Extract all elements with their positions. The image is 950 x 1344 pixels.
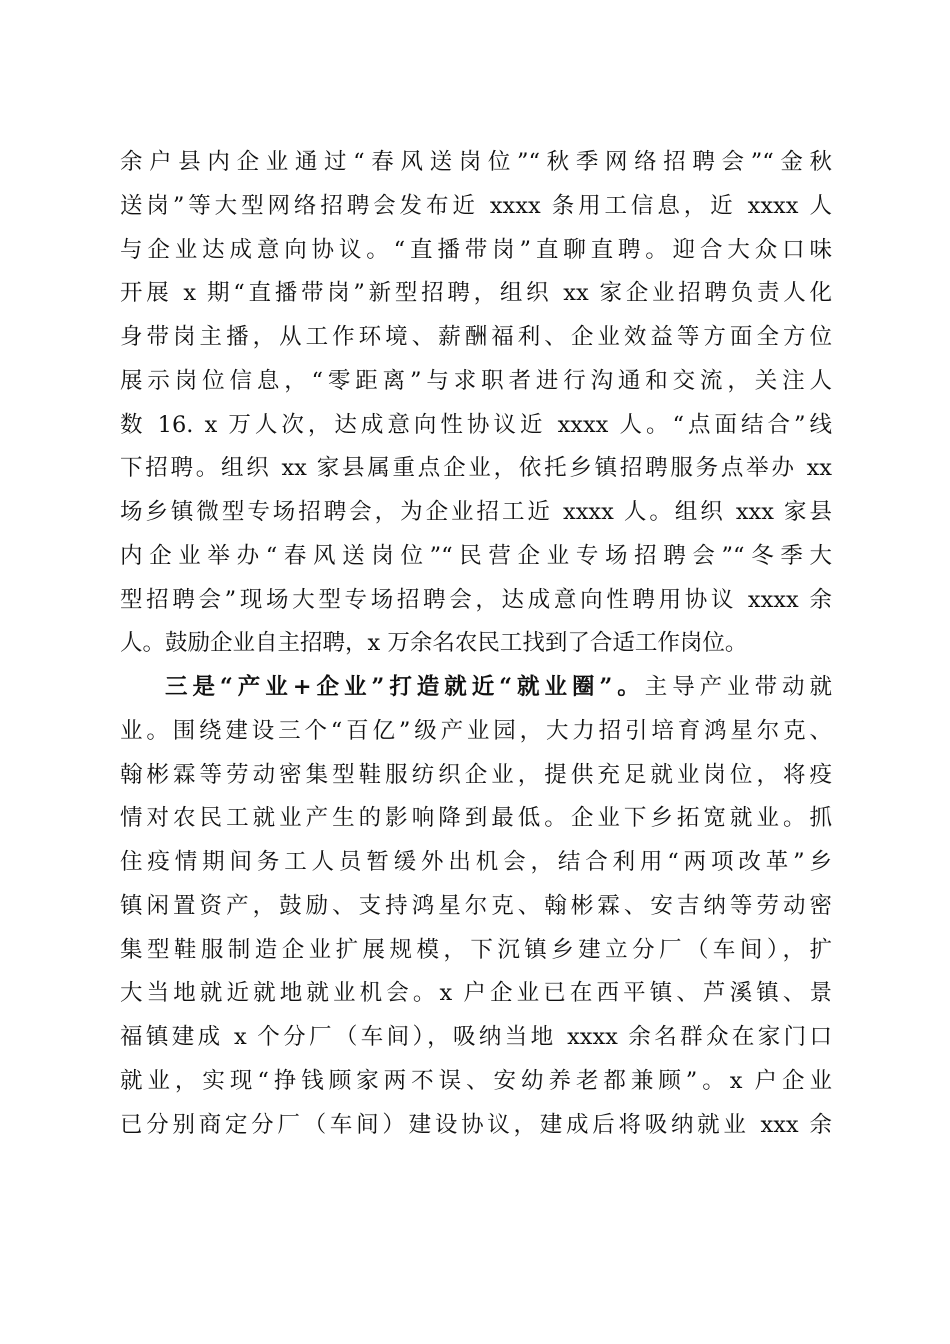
- text-line: 场乡镇微型专场招聘会，为企业招工近 xxxx 人。组织 xxx 家县: [120, 499, 832, 525]
- text-line: 内企业举办“春风送岗位”“民营企业专场招聘会”“冬季大: [120, 542, 832, 569]
- text-line: 送岗”等大型网络招聘会发布近 xxxx 条用工信息，近 xxxx 人: [120, 192, 832, 219]
- text-line: 集型鞋服制造企业扩展规模，下沉镇乡建立分厂（车间），扩: [120, 936, 832, 963]
- text-line: 福镇建成 x 个分厂（车间），吸纳当地 xxxx 余名群众在家门口: [120, 1024, 832, 1050]
- paragraph-heading-line: [120, 666, 832, 710]
- paragraph-heading: 三是“产业+企业”打造就近“就业圈”。: [165, 674, 645, 700]
- text-line: 数 16. x 万人次，达成意向性协议近 xxxx 人。“点面结合”线: [120, 411, 832, 438]
- paragraph-heading-rest: 主导产业带动就: [644, 674, 832, 700]
- text-line: 人。鼓励企业自主招聘，x 万余名农民工找到了合适工作岗位。: [120, 630, 748, 657]
- text-line: 大当地就近就地就业机会。x 户企业已在西平镇、芦溪镇、景: [120, 980, 832, 1007]
- text-line: 与企业达成意向协议。“直播带岗”直聊直聘。迎合大众口味: [120, 236, 832, 263]
- body-text: [120, 141, 832, 1147]
- text-line: 翰彬霖等劳动密集型鞋服纺织企业，提供充足就业岗位，将疫: [120, 761, 832, 788]
- text-line: 开展 x 期“直播带岗”新型招聘，组织 xx 家企业招聘负责人化: [120, 280, 832, 307]
- text-line: 下招聘。组织 xx 家县属重点企业，依托乡镇招聘服务点举办 xx: [120, 455, 832, 482]
- text-line: 就业，实现“挣钱顾家两不误、安幼养老都兼顾”。x 户企业: [120, 1067, 832, 1094]
- text-line: 型招聘会”现场大型专场招聘会，达成意向性聘用协议 xxxx 余: [120, 586, 832, 613]
- text-line: 身带岗主播，从工作环境、薪酬福利、企业效益等方面全方位: [120, 324, 832, 350]
- text-line: 已分别商定分厂（车间）建设协议，建成后将吸纳就业 xxx 余: [120, 1111, 832, 1138]
- text-line: 展示岗位信息，“零距离”与求职者进行沟通和交流，关注人: [120, 367, 832, 394]
- text-line: 业。围绕建设三个“百亿”级产业园，大力招引培育鸿星尔克、: [120, 717, 832, 744]
- text-line: 情对农民工就业产生的影响降到最低。企业下乡拓宽就业。抓: [120, 805, 832, 832]
- text-line: 余户县内企业通过“春风送岗位”“秋季网络招聘会”“金秋: [120, 149, 832, 175]
- text-line: 镇闲置资产，鼓励、支持鸿星尔克、翰彬霖、安吉纳等劳动密: [120, 892, 832, 919]
- text-line: 住疫情期间务工人员暂缓外出机会，结合利用“两项改革”乡: [120, 849, 832, 875]
